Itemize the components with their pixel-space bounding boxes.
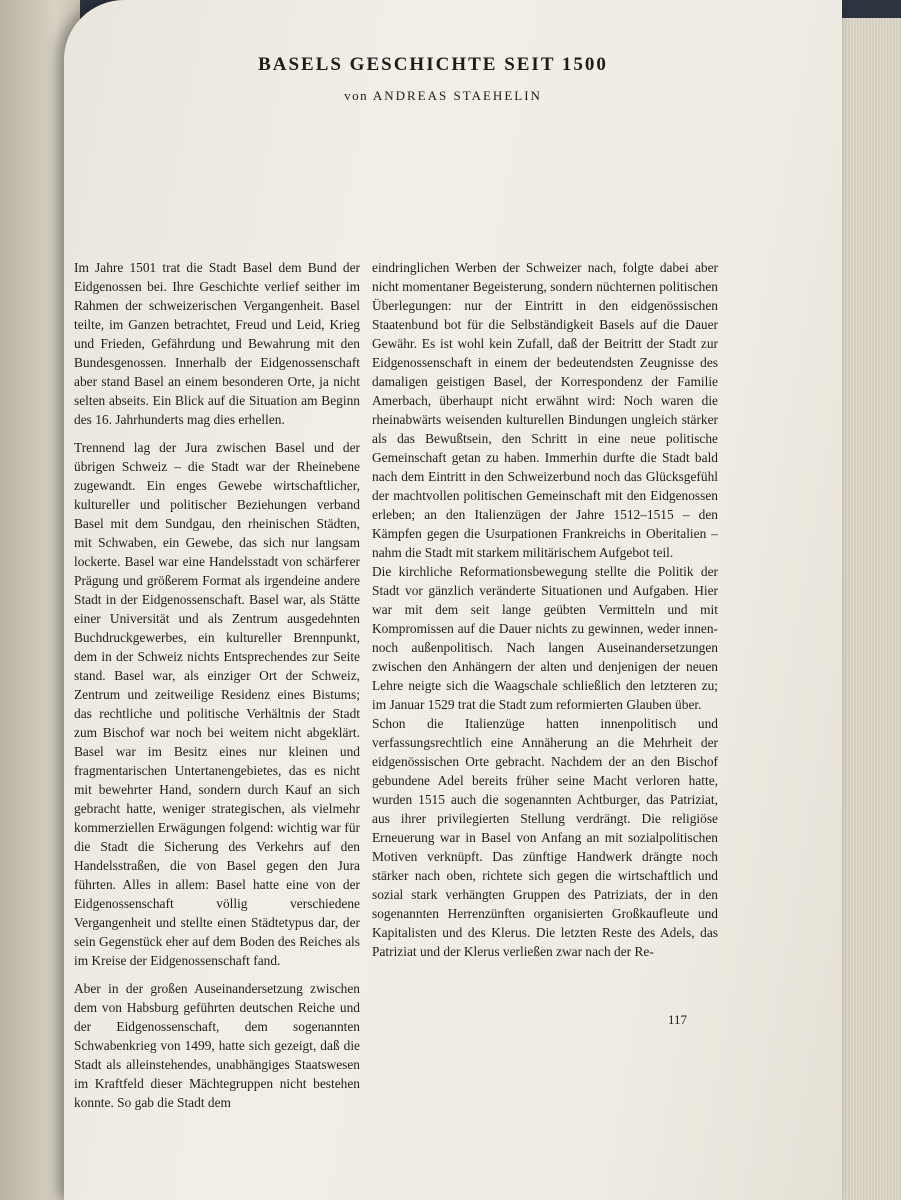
book-page — [64, 0, 842, 1200]
paragraph: Aber in der großen Auseinandersetzung zwischen dem von Habsburg geführten deutschen Reiche und der Eidgenossenschaft, dem sogenannten Schwabenkrieg von 1499, hatte sich gezeigt, daß die Stadt als alleinstehendes, unabhängiges Staatswesen im Kraftfeld dieser Mächtegruppen nicht bestehen konnte. So gab die Stadt dem — [74, 981, 360, 1110]
paragraph: Im Jahre 1501 trat die Stadt Basel dem Bund der Eidgenossen bei. Ihre Geschichte verlief seither im Rahmen der schweizerischen Vergangenheit. Basel teilte, im Ganzen betrachtet, Freud und Leid, Krieg und Frieden, Gefährdung und Bewahrung mit den Bundesgenossen. Innerhalb der Eidgenossenschaft aber stand Basel an einem besonderen Orte, ja nicht selten abseits. Ein Blick auf die Situation am Beginn des 16. Jahrhunderts mag dies erhellen. — [74, 260, 360, 427]
text-column-left — [74, 258, 360, 1112]
author-line — [64, 88, 842, 104]
chapter-title: BASELS GESCHICHTE SEIT 1500 — [258, 54, 608, 75]
paragraph: Schon die Italienzüge hatten innenpolitisch und verfassungsrechtlich eine Annäherung an die Mehrheit der eidgenössischen Orte gebracht. Nachdem der an den Bischof gebundene Adel bereits früher seine Macht verloren hatte, wurden 1515 auch die sogenannten Achtburger, das Patriziat, aus ihrer privilegierten Stellung verdrängt. Die religiöse Erneuerung war in Basel von Anfang an mit sozialpolitischen Motiven verknüpft. Das zünftige Handwerk drängte noch stärker nach oben, richtete sich gegen die wirtschaftlich und sozial stark verhängten Gruppen des Patriziats, der in den sogenannten Herrenzünften organisierten Großkaufleute und Kapitalisten und des Klerus. Die letzten Reste des Adels, das Patriziat und der Klerus verließen zwar nach der Re- — [372, 716, 718, 959]
author-name: ANDREAS STAEHELIN — [372, 88, 542, 103]
page-number: 117 — [668, 1012, 688, 1027]
paragraph: Die kirchliche Reformationsbewegung stellte die Politik der Stadt vor gänzlich veränderte Situationen und Aufgaben. Hier war mit dem seit lange geübten Vermitteln und mit Kompromissen auf die Dauer nichts zu gewinnen, weder innen- noch außenpolitisch. Nach langen Auseinandersetzungen zwischen den Anhängern der alten und denjenigen der neuen Lehre neigte sich die Waagschale schließlich den letzteren zu; im Januar 1529 trat die Stadt zum reformierten Glauben über. — [372, 564, 718, 712]
author-prefix: von — [344, 88, 369, 103]
text-column-right — [372, 258, 718, 961]
paragraph: Trennend lag der Jura zwischen Basel und der übrigen Schweiz – die Stadt war der Rheinebene zugewandt. Ein enges Gewebe wirtschaftlicher, kultureller und politischer Beziehungen verband Basel mit dem Sundgau, den rheinischen Städten, mit Schwaben, ein Gewebe, das sich nur langsam lockerte. Basel war eine Handelsstadt von schärferer Prägung und größerem Format als irgendeine andere Stadt in der Eidgenossenschaft. Basel war, als Stätte einer Universität und als Zentrum ausgedehnten Buchdruckgewerbes, ein kultureller Brennpunkt, dem in der Schweiz nichts Entsprechendes zur Seite stand. Basel war, als einziger Ort der Schweiz, Zentrum und zeitweilige Residenz eines Bistums; das rechtliche und politische Verhältnis der Stadt zum Bischof war noch bei weitem nicht abgeklärt. Basel war im Besitz eines nur kleinen und fragmentarischen Untertanengebietes, das es nicht mit bewehrter Hand, sondern durch Kauf an sich gebracht hatte, weniger strategischen, als vielmehr kommerziellen Erwägungen folgend: wichtig war für die Stadt die Sicherung des Verkehrs auf den Handelsstraßen, die von Basel gegen den Jura führten. Alles in allem: Basel hatte eine von der Eidgenossenschaft völlig verschiedene Vergangenheit und stellte einen Städtetypus dar, der sein Gegenstück eher auf dem Boden des Reiches als im Kreise der Eidgenossenschaft fand. — [74, 440, 360, 968]
paragraph: eindringlichen Werben der Schweizer nach, folgte dabei aber nicht momentaner Begeisterung, sondern nüchternen politischen Überlegungen: nur der Eintritt in den eidgenössischen Staatenbund bot für die Selbständigkeit Basels auf die Dauer Gewähr. Es ist wohl kein Zufall, daß der Beitritt der Stadt zur Eidgenossenschaft in einem der bedeutendsten Zeugnisse des damaligen geistigen Basel, der Korrespondenz der Familie Amerbach, überhaupt nicht erwähnt wird: Noch waren die rheinabwärts weisenden kulturellen Bindungen ungleich stärker als das Bewußtsein, den Schritt in eine neue politische Gemeinschaft getan zu haben. Immerhin durfte die Stadt bald nach dem Eintritt in den Schweizerbund noch das Glücksgefühl der machtvollen politischen Gemeinschaft mit den Eidgenossen erleben; an den Italienzügen der Jahre 1512–1515 – den Kämpfen gegen die Usurpationen Frankreichs in Oberitalien – nahm die Stadt mit starkem militärischem Aufgebot teil. — [372, 260, 718, 560]
